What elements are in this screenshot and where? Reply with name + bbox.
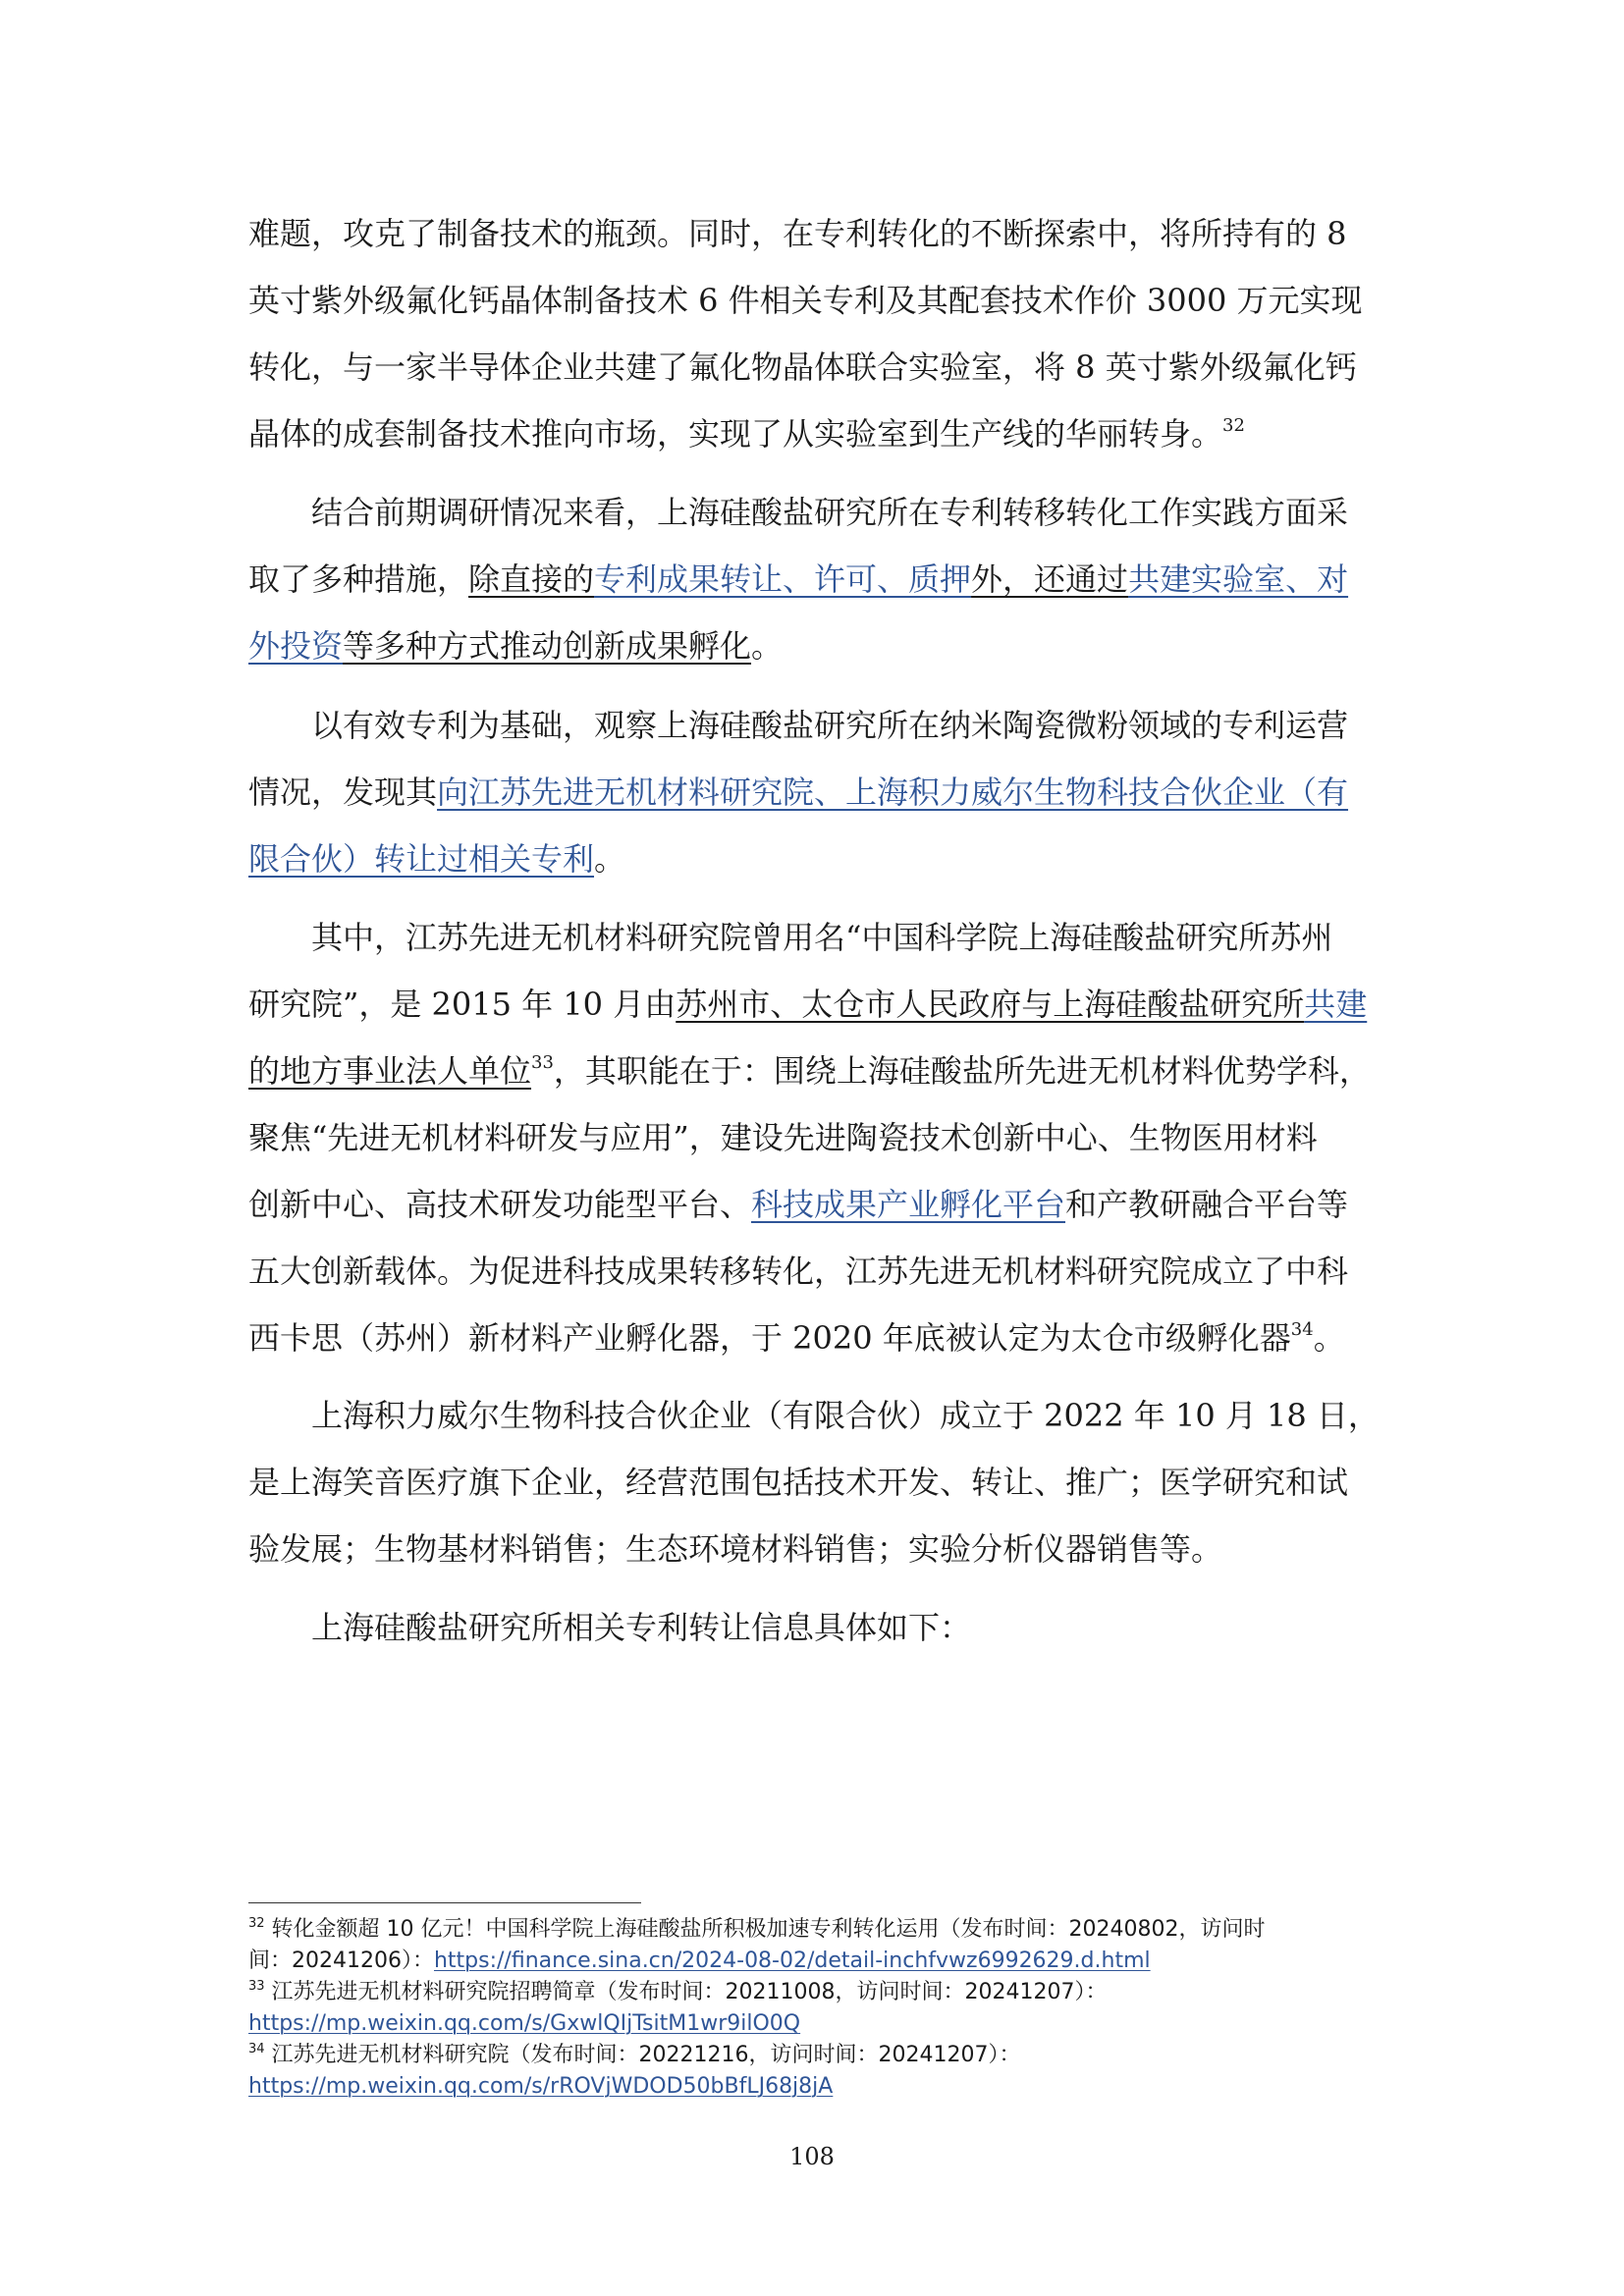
highlight-link-joint-lab-investment[interactable]: 共建实验室、对 xyxy=(1128,561,1349,598)
paragraph-1-line-2: 英寸紫外级氟化钙晶体制备技术 6 件相关专利及其配套技术作价 3000 万元实现 xyxy=(248,282,1363,319)
highlight-link-investment-end[interactable]: 外投资 xyxy=(248,627,344,665)
paragraph-6-line-1: 上海硅酸盐研究所相关专利转让信息具体如下： xyxy=(311,1609,972,1646)
paragraph-5-line-2: 是上海笑音医疗旗下企业，经营范围包括技术开发、转让、推广；医学研究和试 xyxy=(248,1464,1349,1501)
paragraph-6 xyxy=(248,1594,1387,1661)
footnote-number: 34 xyxy=(248,2042,265,2056)
footnote-divider xyxy=(248,1902,641,1903)
footnote-34: $^{34}$ 江苏先进无机材料研究院（发布时间：20221216，访问时间：20241207）： https://mp.weixin.qq.com/s/rROVjWDOD50bBfLJ68j8jA xyxy=(248,2042,1021,2099)
paragraph-1-line-1: 难题，攻克了制备技术的瓶颈。同时，在专利转化的不断探索中，将所持有的 8 xyxy=(248,215,1347,252)
paragraph-1 xyxy=(248,200,1387,467)
footnote-number: 33 xyxy=(248,1979,265,1994)
paragraph-3-line-1: 以有效专利为基础，观察上海硅酸盐研究所在纳米陶瓷微粉领域的专利运营 xyxy=(311,707,1349,744)
paragraph-3-line-3: 限合伙）转让过相关专利。 xyxy=(248,840,626,878)
paragraph-2-line-2: 取了多种措施，除直接的专利成果转让、许可、质押外，还通过共建实验室、对 xyxy=(248,561,1349,598)
paragraph-3 xyxy=(248,692,1387,892)
footnote-32: $^{32}$ 转化金额超 10 亿元！中国科学院上海硅酸盐所积极加速专利转化运用（发布时间：20240802，访问时 间：20241206）：https://finance.sina.cn/2024-08-02/detail-inchfvwz6992629.d.html xyxy=(248,1916,1266,1973)
highlight-link-incubation-platform[interactable]: 科技成果产业孵化平台 xyxy=(751,1186,1066,1223)
footnote-33: $^{33}$ 江苏先进无机材料研究院招聘简章（发布时间：20211008，访问时间：20241207）： https://mp.weixin.qq.com/s/GxwlQIjTsitM1wr9ilO0Q xyxy=(248,1979,1108,2036)
paragraph-4-line-2: 研究院”，是 2015 年 10 月由苏州市、太仓市人民政府与上海硅酸盐研究所共建 xyxy=(248,986,1368,1023)
footnote-ref-32[interactable]: 32 xyxy=(1222,415,1245,436)
paragraph-5-line-3: 验发展；生物基材料销售；生态环境材料销售；实验分析仪器销售等。 xyxy=(248,1530,1223,1568)
paragraph-4-line-1: 其中，江苏先进无机材料研究院曾用名“中国科学院上海硅酸盐研究所苏州 xyxy=(311,919,1333,956)
paragraph-4 xyxy=(248,904,1387,1371)
footnote-link[interactable]: https://mp.weixin.qq.com/s/GxwlQIjTsitM1wr9ilO0Q xyxy=(248,2011,801,2036)
highlight-link-patent-transfer-end[interactable]: 限合伙）转让过相关专利 xyxy=(248,840,595,878)
paragraph-2-line-3: 外投资等多种方式推动创新成果孵化。 xyxy=(248,627,784,665)
footnote-link[interactable]: https://finance.sina.cn/2024-08-02/detail-inchfvwz6992629.d.html xyxy=(433,1949,1151,1973)
highlight-link-patent-transfer[interactable]: 向江苏先进无机材料研究院、上海积力威尔生物科技合伙企业（有 xyxy=(437,774,1349,811)
paragraph-2-line-1: 结合前期调研情况来看，上海硅酸盐研究所在专利转移转化工作实践方面采 xyxy=(311,494,1349,531)
page-number: 108 xyxy=(789,2143,835,2170)
paragraph-2 xyxy=(248,479,1387,679)
footnote-link[interactable]: https://mp.weixin.qq.com/s/rROVjWDOD50bBfLJ68j8jA xyxy=(248,2074,834,2099)
highlight-link-co-built[interactable]: 共建 xyxy=(1304,986,1368,1023)
paragraph-4-line-3: 的地方事业法人单位$^{33}$，其职能在于：围绕上海硅酸盐所先进无机材料优势学科， xyxy=(248,1052,1371,1090)
paragraph-1-line-3: 转化，与一家半导体企业共建了氟化物晶体联合实验室，将 8 英寸紫外级氟化钙 xyxy=(248,348,1357,386)
footnote-ref-34[interactable]: 34 xyxy=(1290,1319,1314,1340)
paragraph-5 xyxy=(248,1382,1387,1582)
paragraph-4-line-4: 聚焦“先进无机材料研发与应用”，建设先进陶瓷技术创新中心、生物医用材料 xyxy=(248,1119,1318,1156)
highlight-link-transfer-license-pledge[interactable]: 专利成果转让、许可、质押 xyxy=(594,561,972,598)
paragraph-4-line-6: 五大创新载体。为促进科技成果转移转化，江苏先进无机材料研究院成立了中科 xyxy=(248,1253,1349,1290)
footnote-number: 32 xyxy=(248,1916,265,1931)
footnote-ref-33[interactable]: 33 xyxy=(531,1052,554,1073)
paragraph-4-line-5: 创新中心、高技术研发功能型平台、科技成果产业孵化平台和产教研融合平台等 xyxy=(248,1186,1349,1223)
paragraph-3-line-2: 情况，发现其向江苏先进无机材料研究院、上海积力威尔生物科技合伙企业（有 xyxy=(248,774,1349,811)
paragraph-4-line-7: 西卡思（苏州）新材料产业孵化器，于 2020 年底被认定为太仓市级孵化器$^{34}$。 xyxy=(248,1319,1345,1357)
paragraph-1-line-4: 晶体的成套制备技术推向市场，实现了从实验室到生产线的华丽转身。$^{32}$ xyxy=(248,415,1245,453)
paragraph-5-line-1: 上海积力威尔生物科技合伙企业（有限合伙）成立于 2022 年 10 月 18 日， xyxy=(311,1397,1380,1434)
